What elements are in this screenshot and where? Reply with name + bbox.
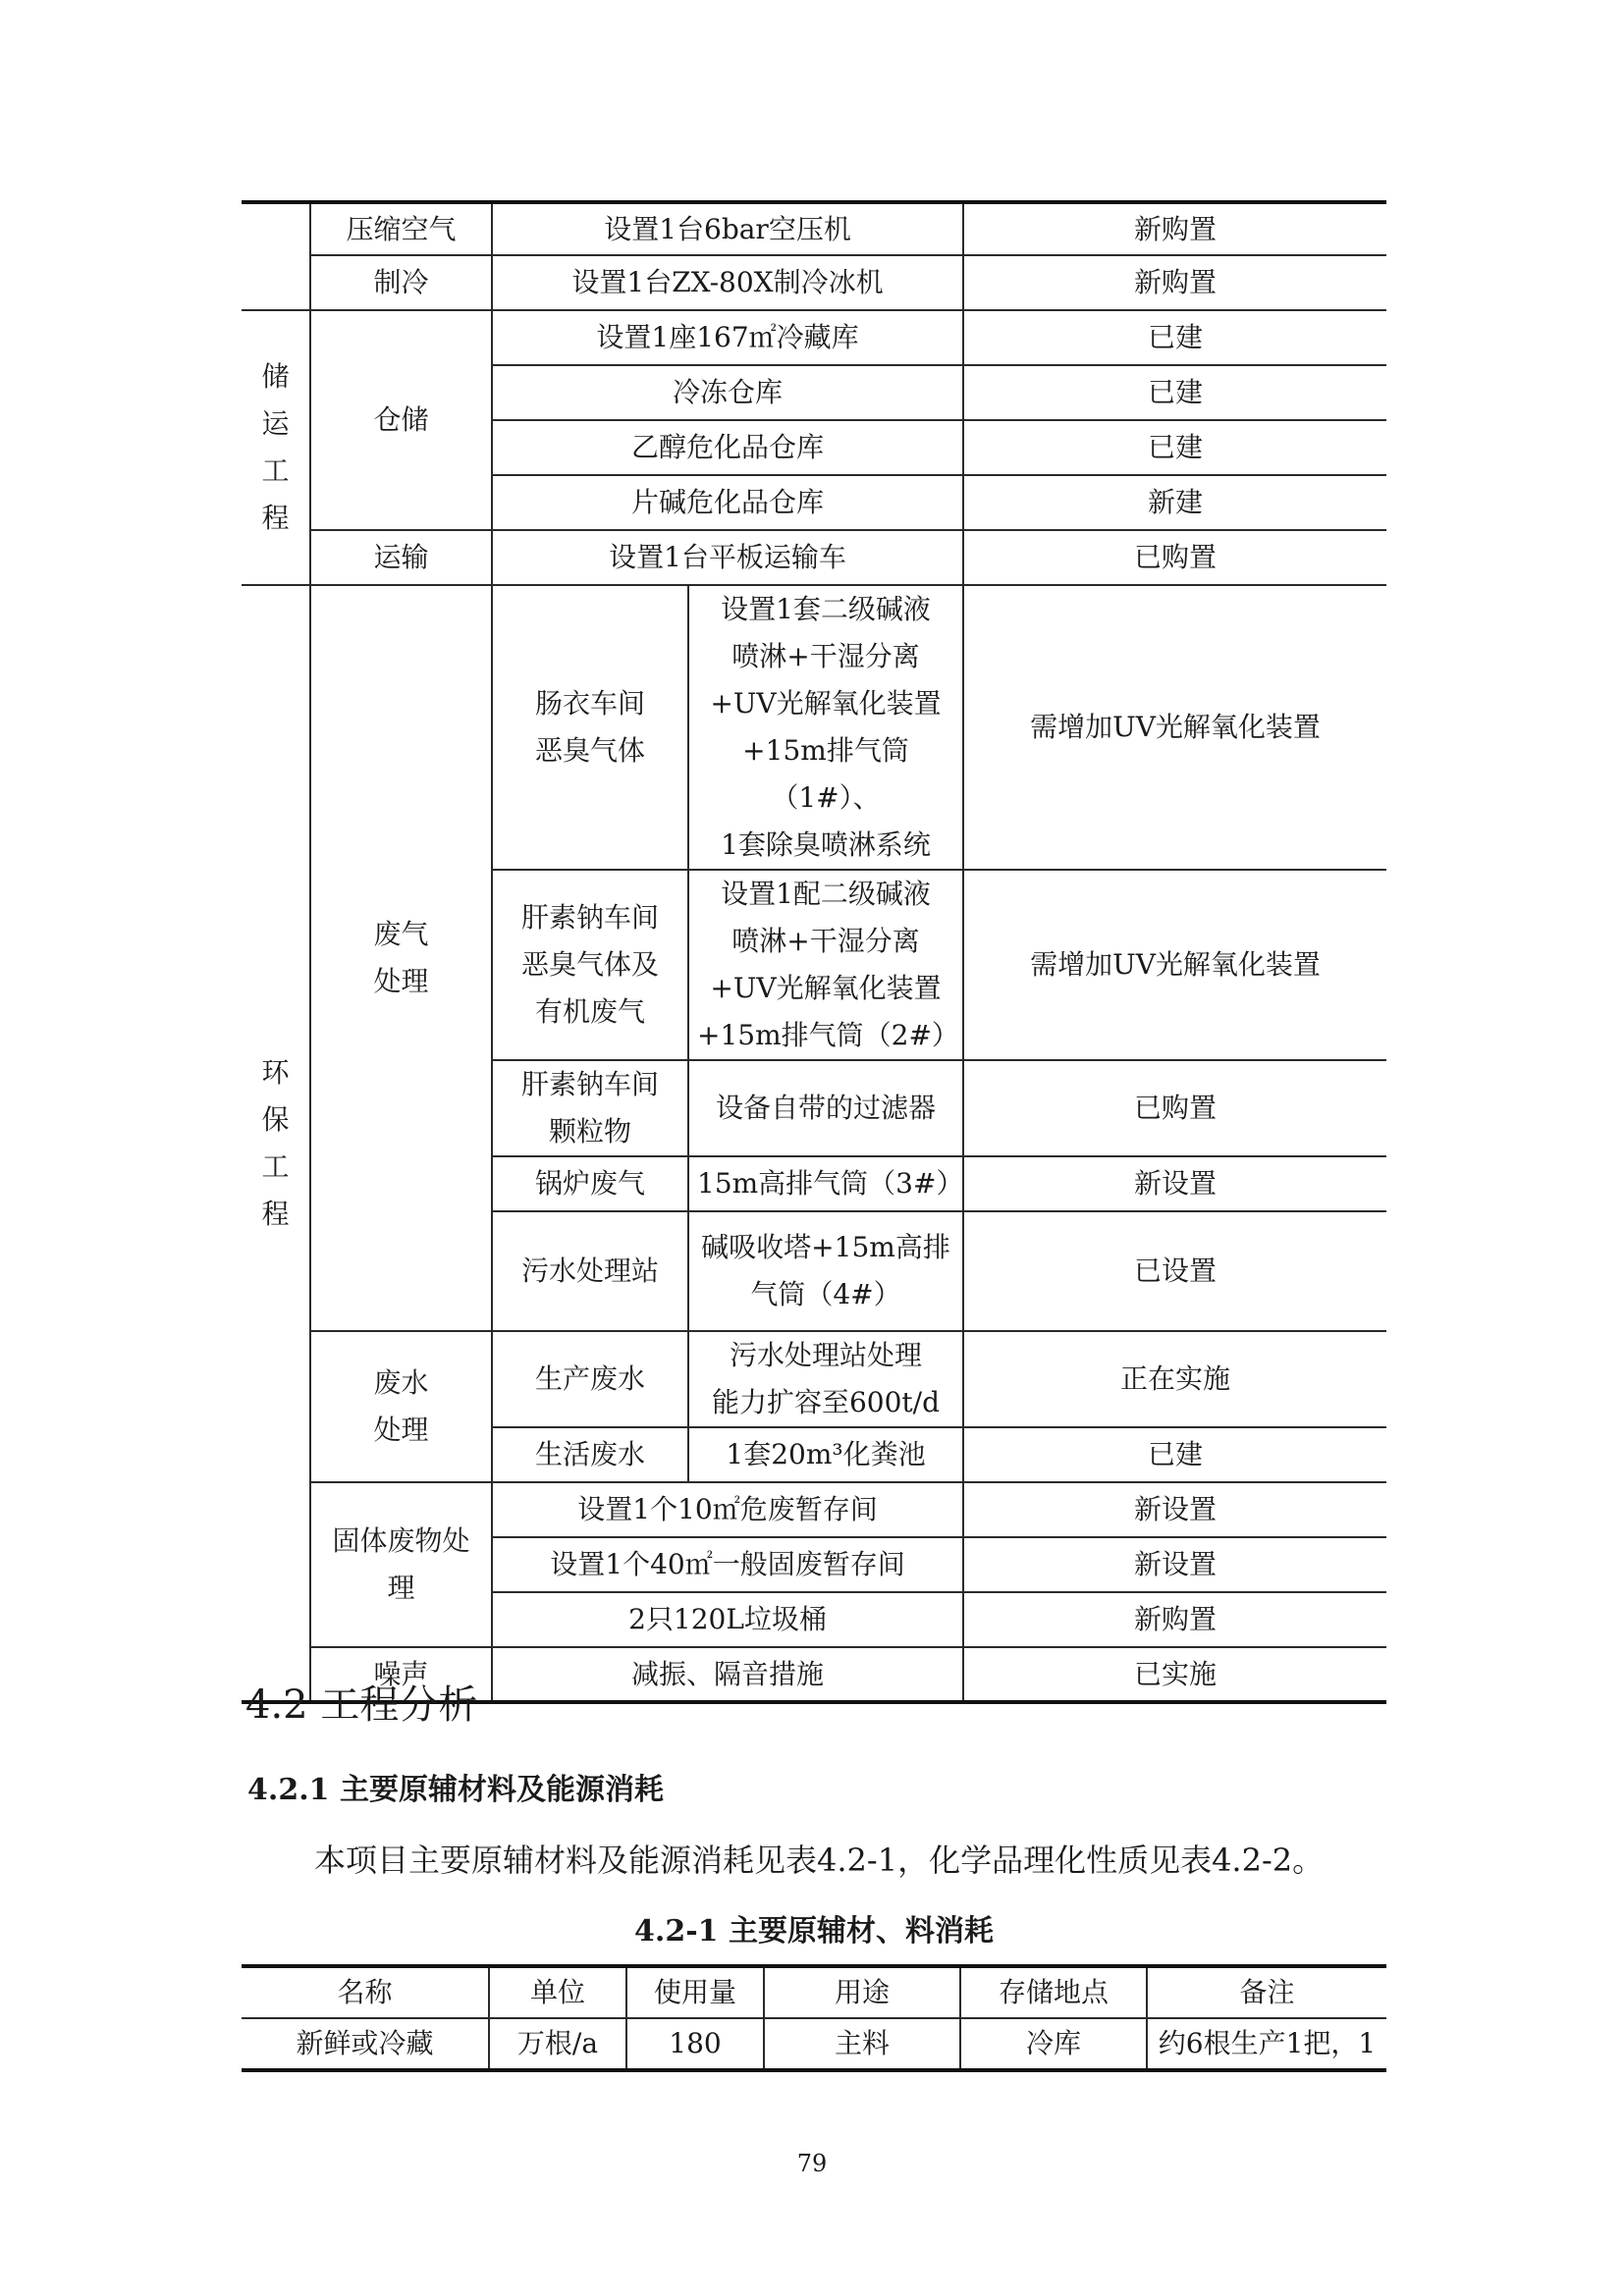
item-cell: 压缩空气 bbox=[310, 202, 492, 255]
column-header: 名称 bbox=[242, 1966, 489, 2018]
column-header: 用途 bbox=[764, 1966, 960, 2018]
table-caption: 4.2-1 主要原辅材、料消耗 bbox=[634, 1914, 994, 1949]
table-cell: 万根/a bbox=[489, 2018, 626, 2070]
column-header: 备注 bbox=[1147, 1966, 1386, 2018]
table-cell: 冷库 bbox=[960, 2018, 1147, 2070]
description-cell: 设置1台ZX-80X制冷冰机 bbox=[492, 255, 963, 310]
item-cell: 仓储 bbox=[310, 310, 492, 530]
measure-cell: 15m高排气筒（3#） bbox=[688, 1156, 963, 1211]
source-cell: 生产废水 bbox=[492, 1331, 688, 1427]
column-header: 单位 bbox=[489, 1966, 626, 2018]
category-cell bbox=[242, 202, 310, 310]
table-cell: 新鲜或冷藏 bbox=[242, 2018, 489, 2070]
body-paragraph: 本项目主要原辅材料及能源消耗见表4.2-1，化学品理化性质见表4.2-2。 bbox=[314, 1842, 1325, 1879]
description-cell: 设置1个10㎡危废暂存间 bbox=[492, 1482, 963, 1537]
table-row bbox=[242, 1482, 1386, 1537]
table-row bbox=[242, 310, 1386, 365]
status-cell: 正在实施 bbox=[963, 1331, 1386, 1427]
status-cell: 新购置 bbox=[963, 255, 1386, 310]
status-cell: 已建 bbox=[963, 310, 1386, 365]
item-cell: 制冷 bbox=[310, 255, 492, 310]
table-row bbox=[242, 255, 1386, 310]
table-row bbox=[242, 585, 1386, 870]
description-cell: 片碱危化品仓库 bbox=[492, 475, 963, 530]
measure-cell: 1套20m³化粪池 bbox=[688, 1427, 963, 1482]
status-cell: 已建 bbox=[963, 365, 1386, 420]
status-cell: 已实施 bbox=[963, 1647, 1386, 1702]
status-cell: 已购置 bbox=[963, 530, 1386, 585]
section-heading: 4.2 工程分析 bbox=[245, 1682, 478, 1728]
description-cell: 设置1台6bar空压机 bbox=[492, 202, 963, 255]
description-cell: 减振、隔音措施 bbox=[492, 1647, 963, 1702]
page-number: 79 bbox=[796, 2150, 828, 2177]
category-cell: 环 保 工 程 bbox=[242, 585, 310, 1702]
table-row bbox=[242, 1331, 1386, 1427]
item-cell: 噪声 bbox=[310, 1647, 492, 1702]
source-cell: 生活废水 bbox=[492, 1427, 688, 1482]
status-cell: 新购置 bbox=[963, 202, 1386, 255]
status-cell: 已购置 bbox=[963, 1060, 1386, 1156]
status-cell: 已建 bbox=[963, 1427, 1386, 1482]
item-cell: 固体废物处 理 bbox=[310, 1482, 492, 1647]
status-cell: 新建 bbox=[963, 475, 1386, 530]
item-cell: 废气 处理 bbox=[310, 585, 492, 1331]
measure-cell: 碱吸收塔+15m高排 气筒（4#） bbox=[688, 1211, 963, 1331]
status-cell: 新购置 bbox=[963, 1592, 1386, 1647]
measure-cell: 设备自带的过滤器 bbox=[688, 1060, 963, 1156]
engineering-table bbox=[242, 200, 1386, 1704]
item-cell: 运输 bbox=[310, 530, 492, 585]
description-cell: 乙醇危化品仓库 bbox=[492, 420, 963, 475]
measure-cell: 污水处理站处理 能力扩容至600t/d bbox=[688, 1331, 963, 1427]
subsection-heading: 4.2.1 主要原辅材料及能源消耗 bbox=[247, 1773, 664, 1807]
item-cell: 废水 处理 bbox=[310, 1331, 492, 1482]
materials-table bbox=[242, 1964, 1386, 2072]
description-cell: 设置1座167㎡冷藏库 bbox=[492, 310, 963, 365]
description-cell: 设置1个40㎡一般固废暂存间 bbox=[492, 1537, 963, 1592]
source-cell: 肝素钠车间 颗粒物 bbox=[492, 1060, 688, 1156]
status-cell: 已建 bbox=[963, 420, 1386, 475]
status-cell: 新设置 bbox=[963, 1156, 1386, 1211]
source-cell: 肝素钠车间 恶臭气体及 有机废气 bbox=[492, 870, 688, 1060]
description-cell: 设置1台平板运输车 bbox=[492, 530, 963, 585]
source-cell: 污水处理站 bbox=[492, 1211, 688, 1331]
status-cell: 已设置 bbox=[963, 1211, 1386, 1331]
source-cell: 锅炉废气 bbox=[492, 1156, 688, 1211]
table-cell: 主料 bbox=[764, 2018, 960, 2070]
description-cell: 2只120L垃圾桶 bbox=[492, 1592, 963, 1647]
source-cell: 肠衣车间 恶臭气体 bbox=[492, 585, 688, 870]
column-header: 存储地点 bbox=[960, 1966, 1147, 2018]
table-cell: 约6根生产1把，1 bbox=[1147, 2018, 1386, 2070]
measure-cell: 设置1配二级碱液 喷淋+干湿分离 +UV光解氧化装置 +15m排气筒（2#） bbox=[688, 870, 963, 1060]
table-row bbox=[242, 2018, 1386, 2070]
description-cell: 冷冻仓库 bbox=[492, 365, 963, 420]
table-row bbox=[242, 530, 1386, 585]
category-cell: 储 运 工 程 bbox=[242, 310, 310, 585]
measure-cell: 设置1套二级碱液 喷淋+干湿分离 +UV光解氧化装置 +15m排气筒（1#）、 1套除臭喷淋系统 bbox=[688, 585, 963, 870]
status-cell: 需增加UV光解氧化装置 bbox=[963, 585, 1386, 870]
table-cell: 180 bbox=[626, 2018, 764, 2070]
status-cell: 需增加UV光解氧化装置 bbox=[963, 870, 1386, 1060]
table-row bbox=[242, 202, 1386, 255]
column-header: 使用量 bbox=[626, 1966, 764, 2018]
status-cell: 新设置 bbox=[963, 1482, 1386, 1537]
status-cell: 新设置 bbox=[963, 1537, 1386, 1592]
table-header-row bbox=[242, 1966, 1386, 2018]
